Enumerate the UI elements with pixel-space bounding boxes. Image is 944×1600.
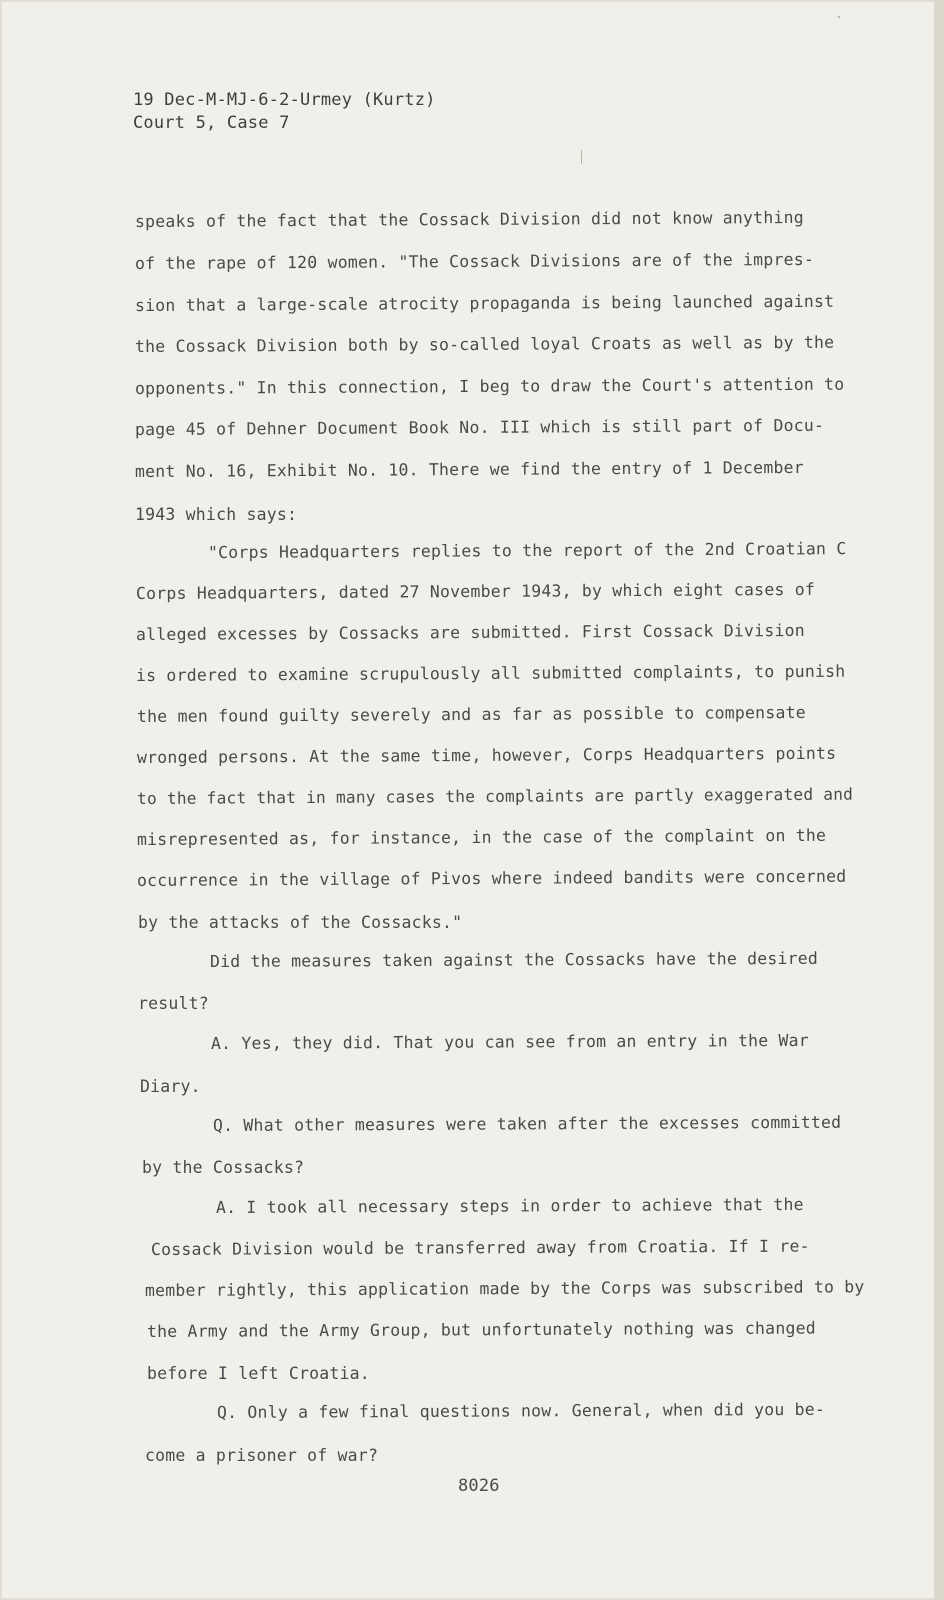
body-line: A. Yes, they did. That you can see from an entry in the War [210, 1030, 809, 1053]
body-line: is ordered to examine scrupulously all submitted complaints, to punish [135, 661, 846, 685]
page-edge [934, 0, 944, 1600]
body-line: "Corps Headquarters replies to the report of the 2nd Croatian C [207, 539, 847, 562]
body-line: alleged excesses by Cossacks are submitted. First Cossack Division [135, 620, 805, 644]
court-case: Court 5, Case 7 [133, 113, 290, 133]
body-line: Corps Headquarters, dated 27 November 1943, by which eight cases of [135, 579, 816, 603]
body-line: Diary. [140, 1077, 201, 1096]
body-line: page 45 of Dehner Document Book No. III which is still part of Docu- [134, 415, 825, 439]
body-line: sion that a large-scale atrocity propaganda is being launched against [134, 291, 835, 315]
body-line: Q. What other measures were taken after the excesses committed [212, 1112, 842, 1135]
body-line: by the attacks of the Cossacks." [138, 913, 463, 932]
body-line: to the fact that in many cases the complaints are partly exaggerated and [136, 784, 854, 808]
page-mark [838, 16, 840, 18]
body-line: the Army and the Army Group, but unfortunately nothing was changed [146, 1318, 816, 1341]
body-line: of the rape of 120 women. "The Cossack Divisions are of the impres- [134, 249, 815, 273]
body-line: the Cossack Division both by so-called loyal Croats as well as by the [134, 332, 835, 356]
body-line: opponents." In this connection, I beg to draw the Court's attention to [134, 374, 845, 398]
body-line: Did the measures taken against the Cossacks have the desired [209, 948, 819, 971]
body-line: come a prisoner of war? [145, 1446, 379, 1465]
page-mark [581, 150, 582, 164]
body-line: the men found guilty severely and as far as possible to compensate [136, 702, 806, 726]
body-line: Q. Only a few final questions now. General, when did you be- [216, 1399, 826, 1422]
body-line: by the Cossacks? [142, 1158, 305, 1177]
body-line: ment No. 16, Exhibit No. 10. There we find the entry of 1 December [134, 457, 804, 481]
page-number: 8026 [458, 1476, 500, 1496]
body-line: result? [138, 994, 209, 1013]
body-line: 1943 which says: [135, 505, 298, 524]
body-line: misrepresented as, for instance, in the case of the complaint on the [136, 825, 827, 849]
body-line: A. I took all necessary steps in order to achieve that the [215, 1194, 804, 1217]
body-line: Cossack Division would be transferred away from Croatia. If I re- [150, 1236, 810, 1259]
document-reference: 19 Dec-M-MJ-6-2-Urmey (Kurtz) [133, 90, 436, 110]
body-line: speaks of the fact that the Cossack Division did not know anything [134, 207, 804, 231]
body-line: wronged persons. At the same time, however, Corps Headquarters points [136, 743, 837, 767]
body-line: occurrence in the village of Pivos where indeed bandits were concerned [136, 866, 847, 890]
body-line: before I left Croatia. [147, 1364, 370, 1383]
body-line: member rightly, this application made by the Corps was subscribed to by [144, 1277, 865, 1300]
